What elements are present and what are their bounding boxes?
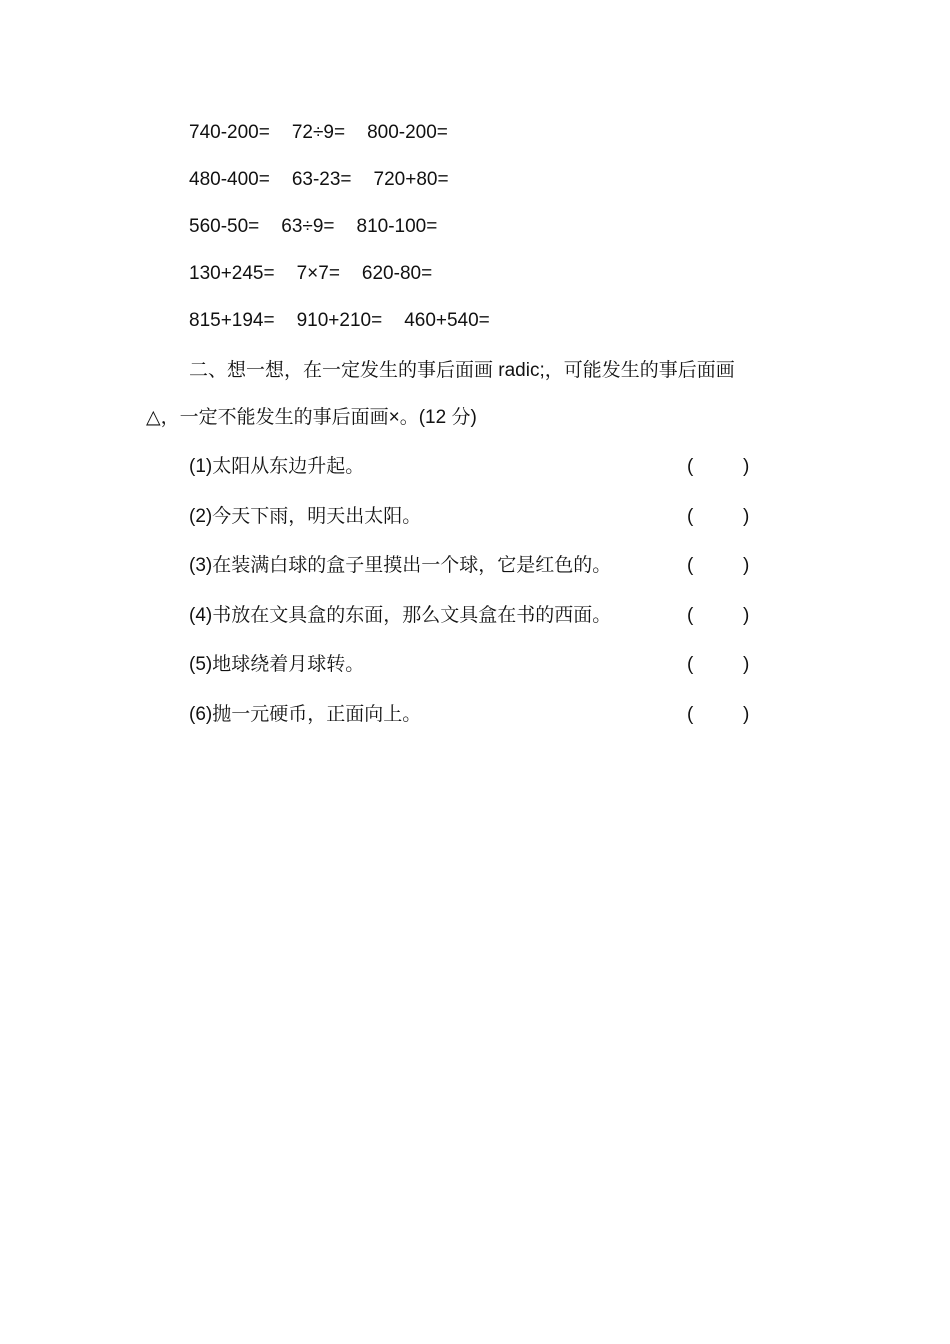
open-paren: (: [687, 654, 694, 676]
arithmetic-row: [189, 212, 789, 259]
arithmetic-problem: 910+210=: [296, 310, 383, 331]
arithmetic-row: [189, 306, 789, 353]
question-text: (6)抛一元硬币，正面向上。: [189, 703, 422, 725]
close-paren: ): [743, 703, 750, 725]
open-paren: (: [687, 555, 694, 577]
arithmetic-problem: 7×7=: [296, 263, 340, 284]
section-heading-line-1: 二、想一想，在一定发生的事后面画 radic;，可能发生的事后面画: [189, 360, 735, 381]
arithmetic-problem: 620-80=: [361, 263, 433, 284]
arithmetic-problem: 560-50=: [189, 216, 260, 237]
arithmetic-problem: 720+80=: [373, 169, 449, 190]
open-paren: (: [687, 505, 694, 527]
open-paren: (: [687, 456, 694, 477]
arithmetic-problem: 63-23=: [291, 169, 352, 190]
arithmetic-problem: 810-100=: [356, 216, 438, 237]
question-item: [189, 551, 769, 601]
question-list: [189, 452, 769, 750]
arithmetic-problem: 480-400=: [189, 169, 270, 190]
question-text: (4)书放在文具盒的东面，那么文具盒在书的西面。: [189, 604, 612, 626]
arithmetic-problem: 740-200=: [189, 122, 270, 143]
close-paren: ): [743, 456, 750, 477]
section-2-instructions: [146, 352, 826, 446]
open-paren: (: [687, 703, 694, 725]
arithmetic-problem: 460+540=: [404, 310, 490, 331]
question-item: [189, 601, 769, 651]
close-paren: ): [743, 505, 750, 527]
arithmetic-problem: 815+194=: [189, 310, 275, 331]
open-paren: (: [687, 604, 694, 626]
question-item: [189, 650, 769, 700]
arithmetic-problem: 130+245=: [189, 263, 275, 284]
question-text: (1)太阳从东边升起。: [189, 456, 365, 477]
question-item: [189, 700, 769, 750]
section-heading-line-2: △，一定不能发生的事后面画×。(12 分): [146, 407, 477, 428]
arithmetic-problem: 63÷9=: [281, 216, 335, 237]
question-text: (5)地球绕着月球转。: [189, 654, 365, 676]
question-text: (2)今天下雨，明天出太阳。: [189, 505, 422, 527]
arithmetic-section: [189, 118, 789, 353]
arithmetic-row: [189, 259, 789, 306]
close-paren: ): [743, 555, 750, 577]
arithmetic-problem: 72÷9=: [291, 122, 346, 143]
question-item: [189, 502, 769, 552]
arithmetic-row: [189, 165, 789, 212]
arithmetic-row: [189, 118, 789, 165]
question-item: [189, 452, 769, 502]
question-text: (3)在装满白球的盒子里摸出一个球，它是红色的。: [189, 555, 612, 577]
arithmetic-problem: 800-200=: [367, 122, 448, 143]
close-paren: ): [743, 654, 750, 676]
close-paren: ): [743, 604, 750, 626]
